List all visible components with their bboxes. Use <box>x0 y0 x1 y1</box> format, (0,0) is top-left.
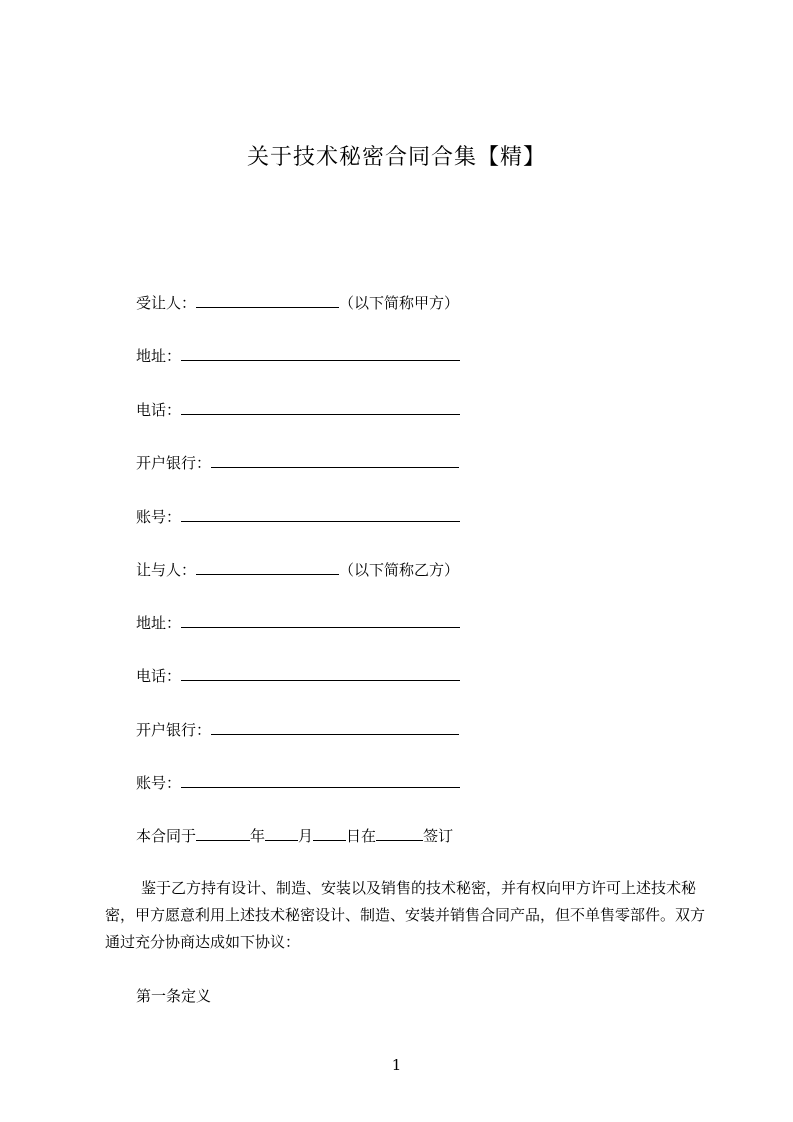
party-b-address-blank[interactable] <box>181 613 460 628</box>
party-b-name-line <box>136 559 459 580</box>
party-b-name-blank[interactable] <box>196 560 339 575</box>
article-1-heading <box>136 985 211 1006</box>
article-1-label: 第一条定义 <box>136 987 212 1005</box>
party-b-account-line <box>136 772 460 793</box>
party-a-address-label: 地址： <box>136 347 182 365</box>
party-a-name-suffix: （以下简称甲方） <box>339 294 460 312</box>
document-title: 关于技术秘密合同合集【精】 <box>246 145 546 170</box>
party-a-phone-line <box>136 399 460 420</box>
party-b-bank-blank[interactable] <box>211 720 459 735</box>
preamble-text: 鉴于乙方持有设计、制造、安装以及销售的技术秘密，并有权向甲方许可上述技术秘密，甲方愿意利用上述技术秘密设计、制造、安装并销售合同产品，但不单售零部件。双方通过充分协商达成如下协议： <box>105 879 706 951</box>
party-a-name-line <box>136 292 459 313</box>
sign-date-line <box>136 825 453 846</box>
party-a-address-blank[interactable] <box>181 346 460 361</box>
sign-date-month: 月 <box>298 827 314 845</box>
party-b-bank-label: 开户银行： <box>136 721 212 739</box>
party-a-bank-label: 开户银行： <box>136 454 212 472</box>
party-b-account-label: 账号： <box>136 774 182 792</box>
party-a-phone-label: 电话： <box>136 401 182 419</box>
sign-place-blank[interactable] <box>376 826 423 841</box>
party-b-bank-line <box>136 719 459 740</box>
party-a-name-blank[interactable] <box>196 293 339 308</box>
party-b-account-blank[interactable] <box>181 773 460 788</box>
sign-date-year: 年 <box>250 827 266 845</box>
party-b-phone-blank[interactable] <box>181 666 460 681</box>
sign-date-prefix: 本合同于 <box>136 827 197 845</box>
party-a-address-line <box>136 345 460 366</box>
party-a-name-label: 受让人： <box>136 294 197 312</box>
party-b-address-label: 地址： <box>136 614 182 632</box>
party-b-name-suffix: （以下简称乙方） <box>339 561 460 579</box>
party-a-account-line <box>136 506 460 527</box>
party-a-account-label: 账号： <box>136 508 182 526</box>
party-a-account-blank[interactable] <box>181 507 460 522</box>
party-a-bank-blank[interactable] <box>211 453 459 468</box>
page-number: 1 <box>391 1056 402 1074</box>
preamble-paragraph <box>105 875 705 956</box>
party-b-phone-line <box>136 665 460 686</box>
sign-date-suffix: 签订 <box>423 827 454 845</box>
party-a-bank-line <box>136 452 459 473</box>
party-a-phone-blank[interactable] <box>181 400 460 415</box>
sign-day-blank[interactable] <box>313 826 346 841</box>
sign-date-day: 日在 <box>346 827 377 845</box>
sign-year-blank[interactable] <box>196 826 250 841</box>
party-b-phone-label: 电话： <box>136 667 182 685</box>
party-b-name-label: 让与人： <box>136 561 197 579</box>
party-b-address-line <box>136 612 460 633</box>
sign-month-blank[interactable] <box>265 826 298 841</box>
